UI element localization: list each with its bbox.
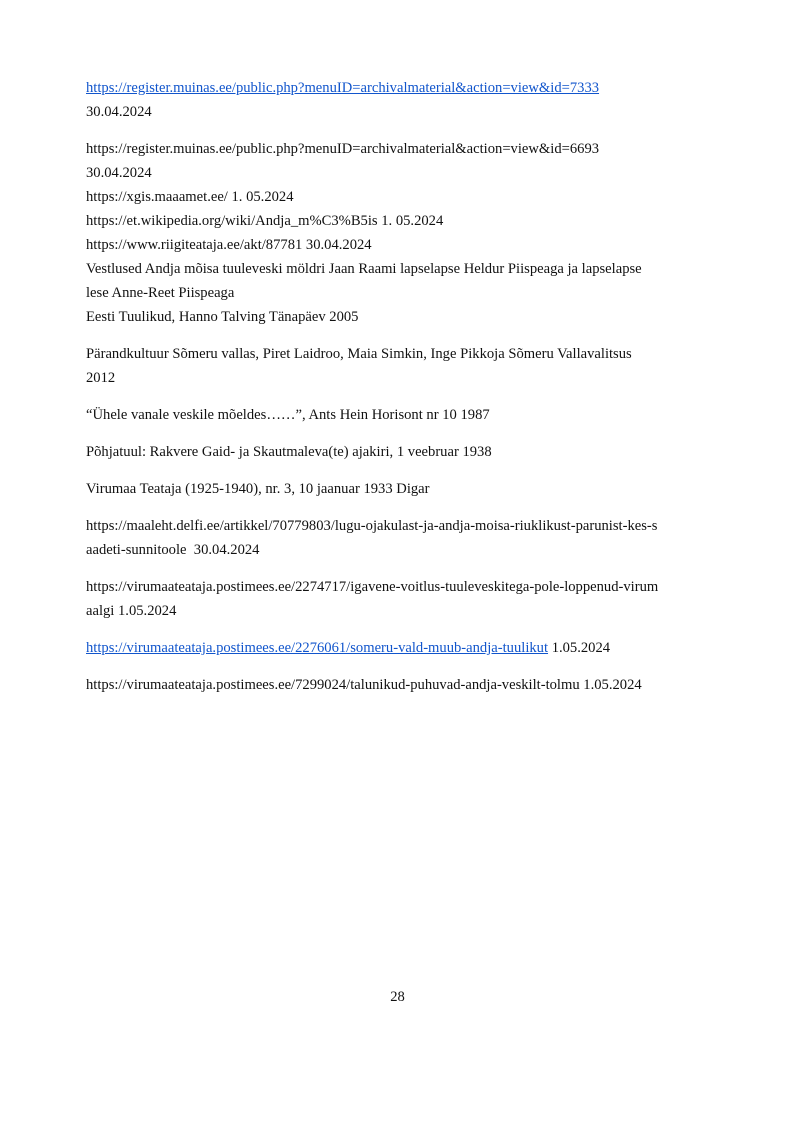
reference-1-link[interactable]: https://register.muinas.ee/public.php?menuID=archivalmaterial&action=view&id=7333	[86, 80, 600, 96]
page-number: 28	[390, 989, 405, 1005]
reference-6-line-1: Vestlused Andja mõisa tuuleveski möldri Jaan Raami lapselapse Heldur Piispeaga ja lapselapse	[86, 261, 642, 277]
reference-8-line-2: 2012	[86, 370, 116, 386]
reference-2-url: https://register.muinas.ee/public.php?menuID=archivalmaterial&action=view&id=6693	[86, 141, 600, 157]
reference-10: Põhjatuul: Rakvere Gaid- ja Skautmaleva(te) ajakiri, 1 veebruar 1938	[86, 444, 492, 460]
reference-14-link[interactable]: https://virumaateataja.postimees.ee/2276061/someru-vald-muub-andja-tuulikut	[86, 640, 549, 656]
references-list	[86, 76, 726, 697]
reference-11: Virumaa Teataja (1925-1940), nr. 3, 10 jaanuar 1933 Digar	[86, 481, 430, 497]
reference-7: Eesti Tuulikud, Hanno Talving Tänapäev 2005	[86, 309, 359, 325]
reference-3: https://xgis.maaamet.ee/ 1. 05.2024	[86, 189, 294, 205]
reference-6-line-2: lese Anne-Reet Piispeaga	[86, 285, 235, 301]
reference-13-line-1: https://virumaateataja.postimees.ee/2274717/igavene-voitlus-tuuleveskitega-pole-loppenud-virum	[86, 579, 659, 595]
reference-5: https://www.riigiteataja.ee/akt/87781 30.04.2024	[86, 237, 372, 253]
reference-2-date: 30.04.2024	[86, 165, 152, 181]
reference-13-line-2: aalgi 1.05.2024	[86, 603, 177, 619]
reference-14	[86, 636, 726, 660]
reference-14-date: 1.05.2024	[551, 640, 611, 656]
reference-12-line-2: aadeti-sunnitoole 30.04.2024	[86, 542, 260, 558]
reference-4: https://et.wikipedia.org/wiki/Andja_m%C3%B5is 1. 05.2024	[86, 213, 444, 229]
reference-12-line-1: https://maaleht.delfi.ee/artikkel/70779803/lugu-ojakulast-ja-andja-moisa-riuklikust-parunist-kes-s	[86, 518, 658, 534]
reference-8-line-1: Pärandkultuur Sõmeru vallas, Piret Laidroo, Maia Simkin, Inge Pikkoja Sõmeru Vallavalitsus	[86, 346, 632, 362]
reference-9: “Ühele vanale veskile mõeldes……”, Ants Hein Horisont nr 10 1987	[86, 407, 490, 423]
reference-1-date: 30.04.2024	[86, 104, 152, 120]
reference-15: https://virumaateataja.postimees.ee/7299024/talunikud-puhuvad-andja-veskilt-tolmu 1.05.2024	[86, 677, 642, 693]
reference-1	[86, 76, 726, 100]
